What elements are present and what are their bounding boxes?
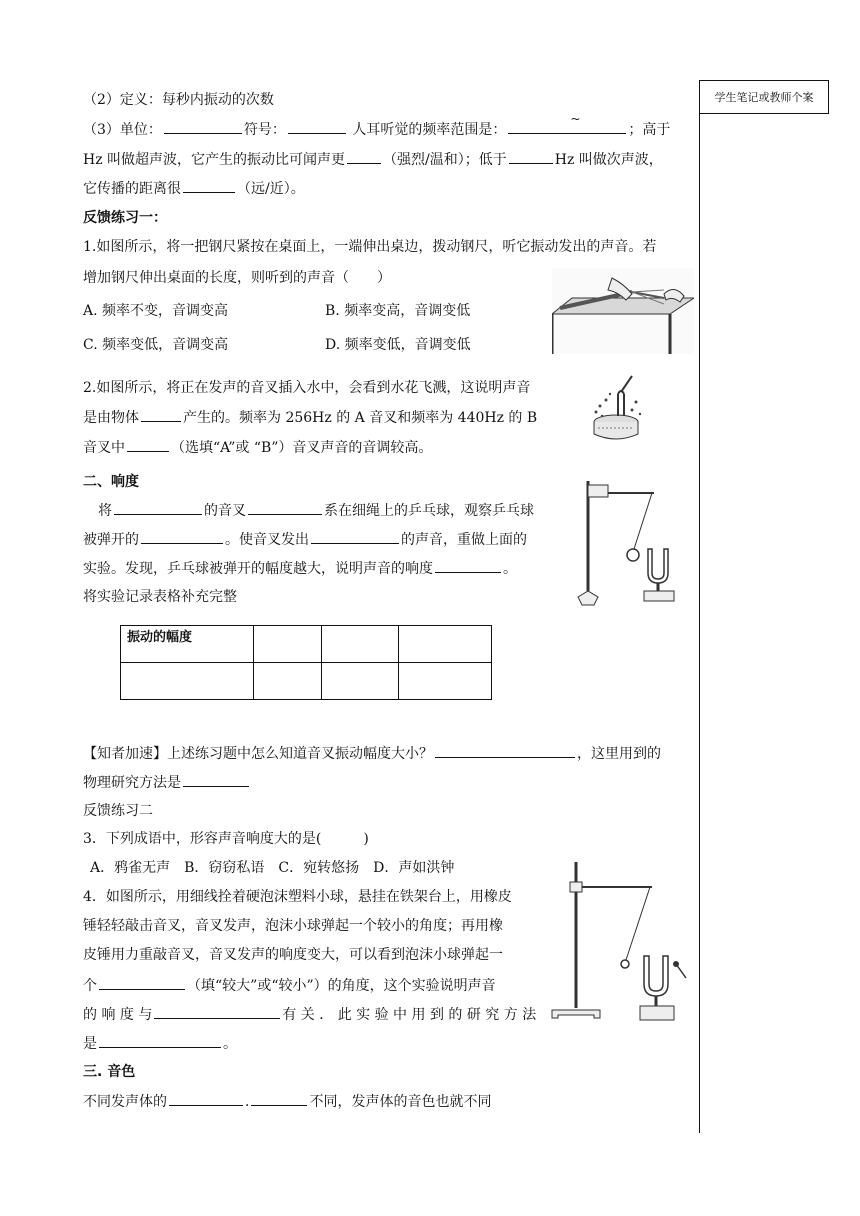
- timbre-blank-1[interactable]: [169, 1091, 243, 1106]
- definition-line: （2）定义：每秒内振动的次数: [83, 92, 274, 108]
- feedback-two-title: 反馈练习二: [83, 803, 153, 819]
- experiment-table: [120, 625, 492, 700]
- q3-text: 3．下列成语中，形容声音响度大的是( ): [83, 831, 369, 847]
- knowledge-line-2: 物理研究方法是: [83, 772, 251, 793]
- knowledge-line-1: 【知者加速】上述练习题中怎么知道音叉振动幅度大小？ ，这里用到的: [83, 743, 661, 764]
- q4-text-6: 是 。: [83, 1033, 237, 1054]
- q4-method-blank[interactable]: [99, 1033, 221, 1048]
- unit-line: （3）单位： 符号： 人耳听觉的频率范围是： ~ ；高于: [83, 112, 671, 138]
- intensity-blank[interactable]: [347, 149, 381, 164]
- q4-text-5: 的 响 度 与 有 关 ． 此 实 验 中 用 到 的 研 究 方 法: [83, 1004, 536, 1025]
- loudness-blank-5[interactable]: [435, 558, 501, 573]
- knowledge-blank-1[interactable]: [435, 743, 575, 758]
- q4-text-4: 个 （填“较大”或“较小”）的角度，这个实验说明声音: [83, 975, 496, 996]
- side-note-label: 学生笔记或教师个案: [714, 91, 814, 104]
- table-cell[interactable]: [322, 626, 399, 663]
- q1-text-2: 增加钢尺伸出桌面的长度，则听到的声音（ ）: [83, 270, 391, 286]
- table-cell[interactable]: [254, 663, 322, 700]
- loudness-para-4: 将实验记录表格补充完整: [83, 589, 237, 605]
- section-loudness-title: 二、响度: [83, 474, 139, 490]
- q2-vibration-blank[interactable]: [141, 407, 181, 422]
- q1-option-d[interactable]: D. 频率变低，音调变低: [325, 337, 471, 353]
- section-timbre-title: 三. 音色: [83, 1064, 136, 1080]
- q1-option-a[interactable]: A. 频率不变，音调变高: [83, 303, 229, 319]
- table-cell[interactable]: [121, 663, 254, 700]
- loudness-blank-2[interactable]: [248, 500, 322, 515]
- q4-angle-blank[interactable]: [99, 975, 185, 990]
- q4-text-3: 皮锤用力重敲音叉，音叉发声的响度变大，可以看到泡沫小球弹起一: [83, 947, 503, 963]
- knowledge-blank-2[interactable]: [183, 772, 249, 787]
- ruler-table-figure: [552, 268, 694, 354]
- q2-text-1: 2.如图所示，将正在发声的音叉插入水中，会看到水花飞溅，这说明声音: [83, 380, 531, 396]
- loudness-para-2: 被弹开的 。使音叉发出 的声音，重做上面的: [83, 529, 527, 550]
- stand-ball-fork-figure: [548, 856, 688, 1032]
- table-cell[interactable]: [254, 626, 322, 663]
- q1-text-1: 1.如图所示，将一把钢尺紧按在桌面上，一端伸出桌边，拨动钢尺，听它振动发出的声音。若: [83, 239, 657, 255]
- side-note-box: [699, 80, 829, 114]
- margin-divider: [699, 270, 700, 1133]
- table-cell[interactable]: [322, 663, 399, 700]
- loudness-para-1: 将 的音叉 系在细绳上的乒乓球，观察乒乓球: [98, 500, 534, 521]
- loudness-blank-4[interactable]: [311, 529, 399, 544]
- q3-options[interactable]: A．鸦雀无声 B．窃窃私语 C．宛转悠扬 D．声如洪钟: [90, 860, 455, 876]
- unit-blank[interactable]: [164, 119, 242, 134]
- fork-in-water-figure: [588, 372, 648, 442]
- feedback-one-title: 反馈练习一：: [83, 210, 167, 226]
- q2-text-2: 是由物体 产生的。频率为 256Hz 的 A 音叉和频率为 440Hz 的 B: [83, 407, 537, 428]
- timbre-blank-2[interactable]: [251, 1091, 307, 1106]
- q1-option-b[interactable]: B. 频率变高，音调变低: [325, 303, 471, 319]
- table-header-cell: 振动的幅度: [121, 626, 254, 663]
- q4-text-1: 4．如图所示，用细线拴着硬泡沫塑料小球，悬挂在铁架台上，用橡皮: [83, 889, 512, 905]
- q1-option-c[interactable]: C. 频率变低，音调变高: [83, 337, 229, 353]
- loudness-para-3: 实验。发现，乒乓球被弹开的幅度越大，说明声音的响度 。: [83, 558, 517, 579]
- table-cell[interactable]: [399, 626, 492, 663]
- infrasonic-blank[interactable]: [509, 149, 553, 164]
- q4-relation-blank[interactable]: [154, 1004, 280, 1019]
- q4-text-2: 锤轻轻敲击音叉，音叉发声，泡沫小球弹起一个较小的角度；再用橡: [83, 918, 503, 934]
- range-blank[interactable]: ~: [508, 119, 626, 134]
- distance-blank[interactable]: [183, 178, 235, 193]
- symbol-blank[interactable]: [288, 119, 346, 134]
- loudness-blank-3[interactable]: [141, 529, 223, 544]
- distance-line: 它传播的距离很 （远/近）。: [83, 178, 305, 199]
- ping-pong-fork-figure: [572, 473, 682, 611]
- q2-fork-blank[interactable]: [127, 437, 169, 452]
- q2-text-3: 音叉中 （选填“A”或 “B”）音叉声音的音调较高。: [83, 437, 432, 458]
- ultrasonic-line: Hz 叫做超声波，它产生的振动比可闻声更 （强烈/温和）；低于 Hz 叫做次声波，: [83, 149, 663, 170]
- margin-divider-top: [699, 112, 700, 270]
- loudness-blank-1[interactable]: [114, 500, 202, 515]
- timbre-line: 不同发声体的 . 不同，发声体的音色也就不同: [83, 1091, 491, 1112]
- table-cell[interactable]: [399, 663, 492, 700]
